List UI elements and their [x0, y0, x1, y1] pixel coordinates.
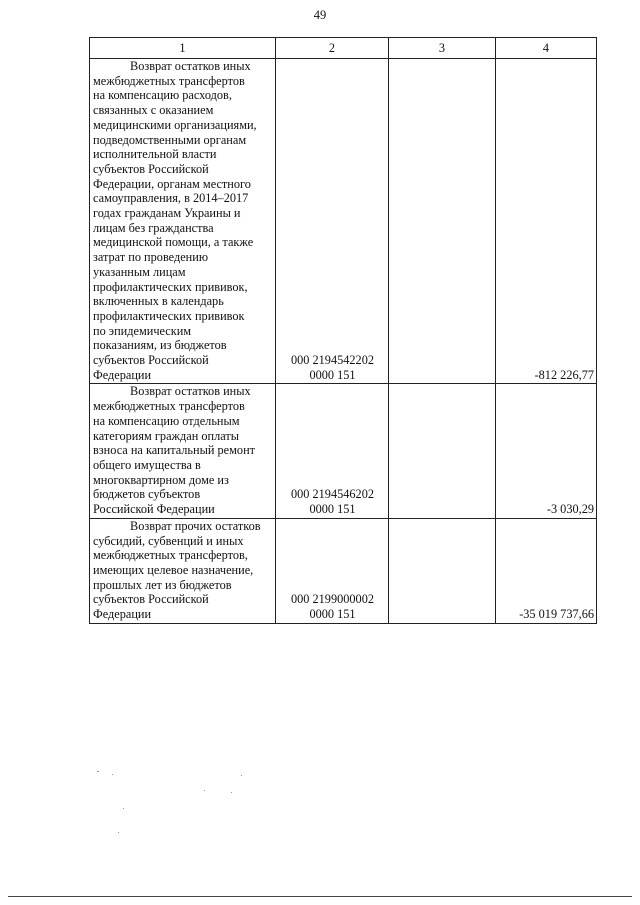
column-header-1: 1: [90, 38, 276, 59]
table-row: [90, 59, 597, 384]
row-name-text: Возврат остатков иных межбюджетных трансфертов на компенсацию отдельным категориям граждан оплаты взноса на капитальный ремонт общего имущества в многоквартирном доме из бюджетов субъектов Российской Федерации: [93, 384, 256, 517]
row-col3-cell: [389, 384, 496, 518]
column-header-4: 4: [496, 38, 597, 59]
row-amount-cell: -812 226,77: [496, 59, 597, 384]
column-header-3: 3: [389, 38, 496, 59]
page-number: 49: [313, 8, 327, 22]
column-header-2: 2: [276, 38, 389, 59]
row-code-cell: 000 2194542202 0000 151: [276, 59, 389, 384]
row-code-cell: 000 2194546202 0000 151: [276, 384, 389, 518]
row-name-cell: [90, 59, 276, 384]
scan-speck: [204, 790, 205, 791]
scan-speck: [241, 775, 242, 776]
row-name-cell: [90, 518, 276, 623]
scan-speck: [123, 808, 124, 809]
row-col3-cell: [389, 518, 496, 623]
table-row: [90, 518, 597, 623]
row-amount-cell: -3 030,29: [496, 384, 597, 518]
table-row: [90, 384, 597, 518]
row-amount-cell: -35 019 737,66: [496, 518, 597, 623]
row-code-cell: 000 2199000002 0000 151: [276, 518, 389, 623]
budget-table: [89, 37, 597, 624]
table-header-row: [90, 38, 597, 59]
scan-speck: [112, 774, 113, 775]
scan-speck: [231, 792, 232, 793]
scan-speck: [118, 832, 119, 833]
row-name-text: Возврат остатков иных межбюджетных трансфертов на компенсацию расходов, связанных с оказанием медицинскими организациями, подведомственными органам исполнительной власти субъектов Российской Федерации, органам местного самоуправления, в 2014–2017 годах гражданам Украины и лицам без гражданства медицинской помощи, а также затрат по проведению указанным лицам профилактических прививок, включенных в календарь профилактических прививок по эпидемическим показаниям, из бюджетов субъектов Российской Федерации: [93, 59, 257, 382]
row-name-text: Возврат прочих остатков субсидий, субвенций и иных межбюджетных трансфертов, имеющих целевое назначение, прошлых лет из бюджетов субъектов Российской Федерации: [93, 518, 261, 622]
row-name-cell: [90, 384, 276, 518]
scan-speck: [97, 771, 99, 772]
page-bottom-border: [8, 896, 632, 897]
row-col3-cell: [389, 59, 496, 384]
